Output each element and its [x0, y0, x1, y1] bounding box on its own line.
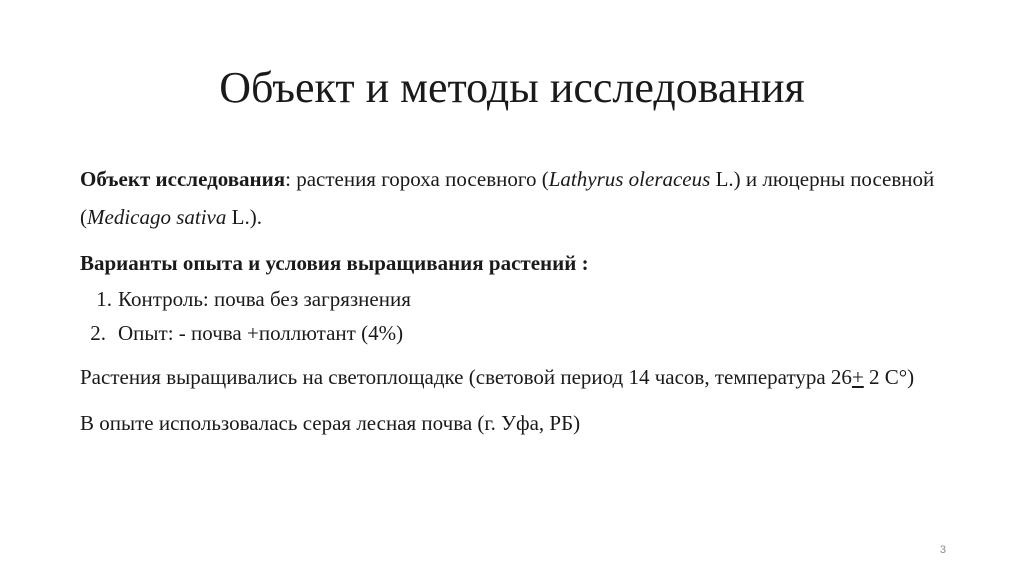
variants-heading: Варианты опыта и условия выращивания растений : — [80, 251, 589, 275]
list-item-number: 2. — [90, 321, 106, 345]
slide-body — [80, 160, 940, 442]
page-number: 3 — [939, 544, 946, 556]
soil-paragraph: В опыте использовалась серая лесная почва (г. Уфа, РБ) — [80, 411, 581, 435]
list-item — [80, 282, 940, 316]
object-latin-2: Medicago sativa — [87, 205, 227, 229]
object-text-1: : растения гороха посевного ( — [285, 167, 549, 191]
object-label: Объект исследования — [80, 167, 286, 191]
object-latin-1: Lathyrus oleraceus — [548, 167, 711, 191]
conditions-paragraph — [80, 358, 940, 396]
object-text-3: L.). — [226, 205, 262, 229]
conditions-text-1: Растения выращивались на светоплощадке (световой период 14 часов, температура 26 — [80, 365, 852, 389]
list-item-text: Опыт: - почва +поллютант (4%) — [118, 321, 404, 345]
variants-list — [80, 282, 940, 350]
object-text-2: L.) и люцерны посевной ( — [80, 167, 935, 229]
list-item-text: Контроль: почва без загрязнения — [118, 287, 411, 311]
plus-minus-sign: + — [851, 365, 864, 389]
list-item — [80, 316, 940, 350]
slide-title: Объект и методы исследования — [219, 63, 805, 112]
conditions-text-2: 2 С°) — [863, 365, 915, 389]
list-item-number: 1. — [96, 287, 112, 311]
object-paragraph — [80, 160, 940, 236]
